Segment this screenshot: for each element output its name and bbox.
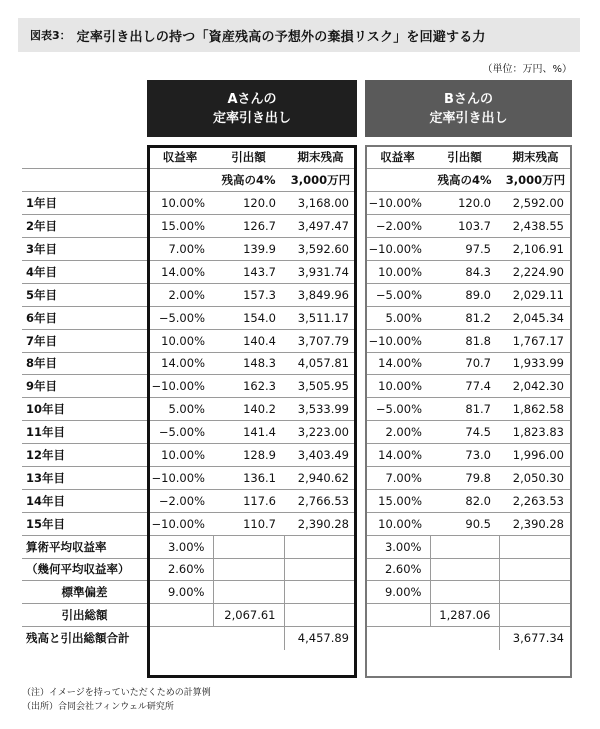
balance-b: 2,106.91 bbox=[499, 238, 572, 261]
withdrawal-b: 89.0 bbox=[430, 283, 499, 306]
column-gap bbox=[357, 535, 365, 558]
column-gap bbox=[357, 558, 365, 581]
withdrawal-b: 73.0 bbox=[430, 444, 499, 467]
empty bbox=[499, 558, 572, 581]
column-gap bbox=[357, 352, 365, 375]
group-b-line1: Bさんの bbox=[444, 91, 493, 107]
balance-b: 2,045.34 bbox=[499, 306, 572, 329]
col-header-return-a: 収益率 bbox=[147, 146, 213, 169]
return-a: 2.00% bbox=[147, 283, 213, 306]
table-row bbox=[22, 215, 572, 238]
year-label: 9年目 bbox=[22, 375, 147, 398]
column-gap bbox=[357, 192, 365, 215]
balance-b: 1,996.00 bbox=[499, 444, 572, 467]
data-table bbox=[22, 146, 572, 650]
empty bbox=[365, 627, 430, 650]
summary-row bbox=[22, 535, 572, 558]
balance-b: 2,050.30 bbox=[499, 466, 572, 489]
grand-total-b: 3,677.34 bbox=[512, 631, 564, 646]
balance-a: 3,168.00 bbox=[284, 192, 357, 215]
group-header-a bbox=[147, 80, 357, 137]
balance-a: 3,505.95 bbox=[284, 375, 357, 398]
withdrawal-a: 120.0 bbox=[213, 192, 284, 215]
return-a: −5.00% bbox=[147, 421, 213, 444]
header-row bbox=[22, 146, 572, 169]
total-withdrawal-a: 2,067.61 bbox=[213, 604, 284, 627]
figure-title: 定率引き出しの持つ「資産残高の予想外の棄損リスク」を回避する力 bbox=[76, 29, 486, 45]
balance-a: 3,497.47 bbox=[284, 215, 357, 238]
summary-row bbox=[22, 558, 572, 581]
empty bbox=[430, 627, 499, 650]
geo-a: 2.60% bbox=[147, 558, 213, 581]
return-b: −5.00% bbox=[365, 398, 430, 421]
group-b-line2: 定率引き出し bbox=[429, 110, 508, 126]
column-gap bbox=[357, 146, 365, 169]
empty bbox=[147, 604, 213, 627]
geo-b: 2.60% bbox=[365, 558, 430, 581]
withdrawal-b: 84.3 bbox=[430, 260, 499, 283]
withdrawal-a: 117.6 bbox=[213, 489, 284, 512]
balance-b: 2,592.00 bbox=[499, 192, 572, 215]
column-gap bbox=[357, 306, 365, 329]
table-row bbox=[22, 283, 572, 306]
withdrawal-a: 136.1 bbox=[213, 466, 284, 489]
col-sub-balance-a: 3,000万円 bbox=[284, 169, 357, 192]
return-a: 5.00% bbox=[147, 398, 213, 421]
return-b: 7.00% bbox=[365, 466, 430, 489]
table-row bbox=[22, 466, 572, 489]
empty bbox=[284, 535, 357, 558]
withdrawal-a: 162.3 bbox=[213, 375, 284, 398]
balance-a: 3,511.17 bbox=[284, 306, 357, 329]
withdrawal-b: 90.5 bbox=[430, 512, 499, 535]
return-b: 2.00% bbox=[365, 421, 430, 444]
table-row bbox=[22, 260, 572, 283]
return-a: −10.00% bbox=[147, 512, 213, 535]
std-label: 標準偏差 bbox=[22, 581, 147, 604]
return-b: −5.00% bbox=[365, 283, 430, 306]
year-label: 6年目 bbox=[22, 306, 147, 329]
column-gap bbox=[357, 421, 365, 444]
empty bbox=[213, 581, 284, 604]
return-a: 10.00% bbox=[147, 329, 213, 352]
group-header-b bbox=[365, 80, 572, 137]
return-b: 14.00% bbox=[365, 444, 430, 467]
empty bbox=[430, 535, 499, 558]
year-label: 14年目 bbox=[22, 489, 147, 512]
subheader-blank bbox=[22, 169, 147, 192]
column-gap bbox=[357, 169, 365, 192]
year-label: 10年目 bbox=[22, 398, 147, 421]
year-label: 5年目 bbox=[22, 283, 147, 306]
return-b: −10.00% bbox=[365, 238, 430, 261]
column-gap bbox=[357, 627, 365, 650]
empty bbox=[365, 604, 430, 627]
return-a: 10.00% bbox=[147, 444, 213, 467]
table-row bbox=[22, 192, 572, 215]
arith-label: 算術平均収益率 bbox=[22, 535, 147, 558]
col-header-withdrawal-a: 引出額 bbox=[213, 146, 284, 169]
return-a: −5.00% bbox=[147, 306, 213, 329]
return-a: 15.00% bbox=[147, 215, 213, 238]
balance-a: 3,849.96 bbox=[284, 283, 357, 306]
grand-total-label: 残高と引出総額合計 bbox=[26, 631, 130, 646]
return-b: −10.00% bbox=[365, 192, 430, 215]
withdrawal-a: 110.7 bbox=[213, 512, 284, 535]
std-b: 9.00% bbox=[365, 581, 430, 604]
balance-b: 1,862.58 bbox=[499, 398, 572, 421]
empty bbox=[430, 581, 499, 604]
return-a: 10.00% bbox=[147, 192, 213, 215]
table-row bbox=[22, 375, 572, 398]
withdrawal-b: 81.2 bbox=[430, 306, 499, 329]
empty bbox=[499, 604, 572, 627]
balance-b: 2,029.11 bbox=[499, 283, 572, 306]
balance-a: 3,707.79 bbox=[284, 329, 357, 352]
empty bbox=[213, 535, 284, 558]
column-gap bbox=[357, 466, 365, 489]
col-header-balance-a: 期末残高 bbox=[284, 146, 357, 169]
return-a: −2.00% bbox=[147, 489, 213, 512]
withdrawal-b: 79.8 bbox=[430, 466, 499, 489]
balance-a: 2,940.62 bbox=[284, 466, 357, 489]
table-row bbox=[22, 238, 572, 261]
table-row bbox=[22, 398, 572, 421]
subheader-blank-a bbox=[147, 169, 213, 192]
balance-b: 1,933.99 bbox=[499, 352, 572, 375]
empty bbox=[213, 558, 284, 581]
withdrawal-b: 70.7 bbox=[430, 352, 499, 375]
balance-b: 1,767.17 bbox=[499, 329, 572, 352]
year-label: 8年目 bbox=[22, 352, 147, 375]
empty bbox=[147, 627, 213, 650]
balance-a: 3,931.74 bbox=[284, 260, 357, 283]
grand-total-a: 4,457.89 bbox=[297, 631, 349, 646]
withdrawal-b: 81.8 bbox=[430, 329, 499, 352]
empty bbox=[284, 581, 357, 604]
column-gap bbox=[357, 329, 365, 352]
empty bbox=[430, 558, 499, 581]
summary-row bbox=[22, 627, 572, 650]
arith-b: 3.00% bbox=[365, 535, 430, 558]
col-header-return-b: 収益率 bbox=[365, 146, 430, 169]
year-label: 13年目 bbox=[22, 466, 147, 489]
geo-label: （幾何平均収益率） bbox=[22, 558, 147, 581]
table-row bbox=[22, 489, 572, 512]
empty bbox=[213, 627, 284, 650]
withdrawal-b: 103.7 bbox=[430, 215, 499, 238]
withdrawal-a: 140.2 bbox=[213, 398, 284, 421]
balance-b: 2,390.28 bbox=[499, 512, 572, 535]
std-a: 9.00% bbox=[147, 581, 213, 604]
column-gap bbox=[357, 215, 365, 238]
column-gap bbox=[357, 260, 365, 283]
column-gap bbox=[357, 238, 365, 261]
balance-a: 3,592.60 bbox=[284, 238, 357, 261]
return-b: −2.00% bbox=[365, 215, 430, 238]
group-a-line2: 定率引き出し bbox=[212, 110, 291, 126]
balance-a: 4,057.81 bbox=[284, 352, 357, 375]
column-gap bbox=[357, 375, 365, 398]
balance-a: 2,390.28 bbox=[284, 512, 357, 535]
summary-row bbox=[22, 581, 572, 604]
year-label: 15年目 bbox=[22, 512, 147, 535]
group-a-line1: Aさんの bbox=[227, 91, 277, 107]
empty bbox=[499, 581, 572, 604]
year-label: 12年目 bbox=[22, 444, 147, 467]
return-a: −10.00% bbox=[147, 375, 213, 398]
summary-row bbox=[22, 604, 572, 627]
balance-a: 3,223.00 bbox=[284, 421, 357, 444]
year-label: 2年目 bbox=[22, 215, 147, 238]
column-gap bbox=[357, 581, 365, 604]
withdrawal-a: 140.4 bbox=[213, 329, 284, 352]
table-row bbox=[22, 329, 572, 352]
return-b: −10.00% bbox=[365, 329, 430, 352]
arith-a: 3.00% bbox=[147, 535, 213, 558]
total-withdrawal-label: 引出総額 bbox=[22, 604, 147, 627]
balance-b: 2,263.53 bbox=[499, 489, 572, 512]
empty bbox=[284, 558, 357, 581]
table-row bbox=[22, 352, 572, 375]
return-b: 10.00% bbox=[365, 375, 430, 398]
withdrawal-a: 154.0 bbox=[213, 306, 284, 329]
withdrawal-b: 81.7 bbox=[430, 398, 499, 421]
col-sub-balance-b: 3,000万円 bbox=[499, 169, 572, 192]
table-row bbox=[22, 421, 572, 444]
col-header-withdrawal-b: 引出額 bbox=[430, 146, 499, 169]
notes bbox=[22, 686, 211, 714]
year-label: 3年目 bbox=[22, 238, 147, 261]
col-sub-withdrawal-b: 残高の4% bbox=[430, 169, 499, 192]
balance-b: 2,438.55 bbox=[499, 215, 572, 238]
balance-b: 2,224.90 bbox=[499, 260, 572, 283]
column-gap bbox=[357, 398, 365, 421]
column-gap bbox=[357, 444, 365, 467]
withdrawal-a: 148.3 bbox=[213, 352, 284, 375]
column-gap bbox=[357, 512, 365, 535]
balance-b: 1,823.83 bbox=[499, 421, 572, 444]
year-label: 11年目 bbox=[22, 421, 147, 444]
subheader-row bbox=[22, 169, 572, 192]
return-b: 10.00% bbox=[365, 512, 430, 535]
withdrawal-a: 141.4 bbox=[213, 421, 284, 444]
col-header-balance-b: 期末残高 bbox=[499, 146, 572, 169]
balance-a: 3,533.99 bbox=[284, 398, 357, 421]
return-b: 10.00% bbox=[365, 260, 430, 283]
withdrawal-a: 128.9 bbox=[213, 444, 284, 467]
return-a: 7.00% bbox=[147, 238, 213, 261]
withdrawal-a: 143.7 bbox=[213, 260, 284, 283]
table-row bbox=[22, 512, 572, 535]
source-line: （出所）合同会社フィンウェル研究所 bbox=[22, 702, 174, 712]
withdrawal-a: 126.7 bbox=[213, 215, 284, 238]
return-b: 14.00% bbox=[365, 352, 430, 375]
balance-b: 2,042.30 bbox=[499, 375, 572, 398]
table-row bbox=[22, 444, 572, 467]
withdrawal-b: 74.5 bbox=[430, 421, 499, 444]
withdrawal-b: 77.4 bbox=[430, 375, 499, 398]
withdrawal-b: 97.5 bbox=[430, 238, 499, 261]
return-a: 14.00% bbox=[147, 260, 213, 283]
year-label: 7年目 bbox=[22, 329, 147, 352]
total-withdrawal-b: 1,287.06 bbox=[430, 604, 499, 627]
note-line: （注）イメージを持っていただくための計算例 bbox=[22, 688, 211, 698]
empty bbox=[499, 535, 572, 558]
table-row bbox=[22, 306, 572, 329]
return-b: 15.00% bbox=[365, 489, 430, 512]
column-gap bbox=[357, 283, 365, 306]
column-gap bbox=[357, 604, 365, 627]
year-label: 4年目 bbox=[22, 260, 147, 283]
figure-title-bar bbox=[18, 18, 580, 52]
withdrawal-a: 139.9 bbox=[213, 238, 284, 261]
header-blank bbox=[22, 146, 147, 169]
return-a: 14.00% bbox=[147, 352, 213, 375]
balance-a: 3,403.49 bbox=[284, 444, 357, 467]
column-gap bbox=[357, 489, 365, 512]
figure-label: 図表3： bbox=[30, 29, 71, 42]
withdrawal-b: 82.0 bbox=[430, 489, 499, 512]
unit-note: （単位：万円、%） bbox=[482, 64, 572, 75]
subheader-blank-b bbox=[365, 169, 430, 192]
return-b: 5.00% bbox=[365, 306, 430, 329]
balance-a: 2,766.53 bbox=[284, 489, 357, 512]
return-a: −10.00% bbox=[147, 466, 213, 489]
withdrawal-a: 157.3 bbox=[213, 283, 284, 306]
empty bbox=[284, 604, 357, 627]
withdrawal-b: 120.0 bbox=[430, 192, 499, 215]
year-label: 1年目 bbox=[22, 192, 147, 215]
col-sub-withdrawal-a: 残高の4% bbox=[213, 169, 284, 192]
